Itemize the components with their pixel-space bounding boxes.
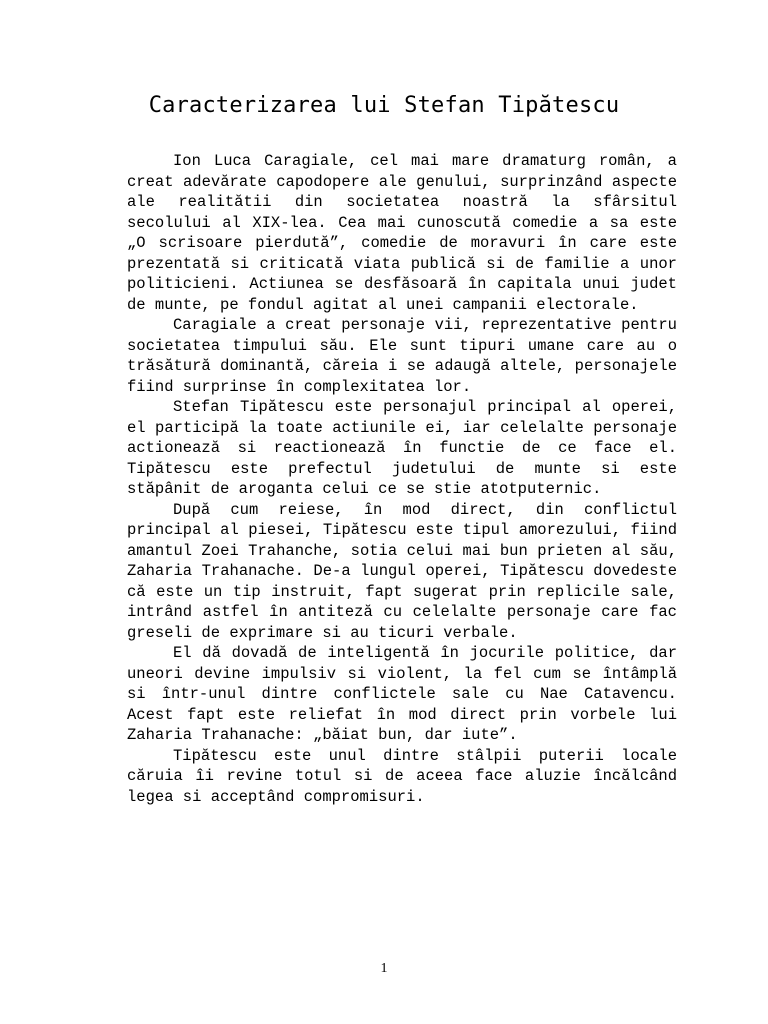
paragraph-conflict: După cum reiese, în mod direct, din conflictul principal al piesei, Tipătescu este tipul amorezului, fiind amantul Zoei Trahanche, sotia celui mai bun prieten al său, Zaharia Trahanache. De-a lungul operei, Tipătescu dovedeste că este un tip instruit, fapt sugerat prin replicile sale, intrând astfel în antiteză cu celelalte personaje care fac greseli de exprimare si au ticuri verbale. <box>127 500 677 642</box>
paragraph-characters: Caragiale a creat personaje vii, reprezentative pentru societatea timpului său. Ele sunt tipuri umane care au o trăsătură dominantă, căreia i se adaugă altele, personajele fiind surprinse în complexitatea lor. <box>127 316 677 396</box>
paragraph-intro: Ion Luca Caragiale, cel mai mare dramaturg român, a creat adevărate capodopere ale genului, surprinzând aspecte ale realitătii din societatea noastră la sfârsitul secolului al XIX-lea. Cea mai cunoscută comedie a sa este „O scrisoare pierdută”, comedie de moravuri în care este prezentată si criticată viata publică si de familie a unor politicieni. Actiunea se desfăsoară în capitala unui judet de munte, pe fondul agitat al unei campanii electorale. <box>127 152 677 314</box>
document-title: Caracterizarea lui Stefan Tipătescu <box>148 93 620 118</box>
paragraph-intelligence: El dă dovadă de inteligentă în jocurile politice, dar uneori devine impulsiv si violent, la fel cum se întâmplă si într-unul dintre conflictele sale cu Nae Catavencu. Acest fapt este reliefat în mod direct prin vorbele lui Zaharia Trahanache: „băiat bun, dar iute”. <box>127 644 677 744</box>
paragraph-power: Tipătescu este unul dintre stâlpii puterii locale căruia îi revine totul si de aceea face aluzie încălcând legea si acceptând compromisuri. <box>127 746 677 806</box>
document-body <box>127 151 677 807</box>
paragraph-tipatescu-role: Stefan Tipătescu este personajul principal al operei, el participă la toate actiunile ei, iar celelalte personaje actionează si reactionează în functie de ce face el. Tipătescu este prefectul judetului de munte si este stăpânit de aroganta celui ce se stie atotputernic. <box>127 398 677 498</box>
page-number: 1 <box>380 961 388 976</box>
